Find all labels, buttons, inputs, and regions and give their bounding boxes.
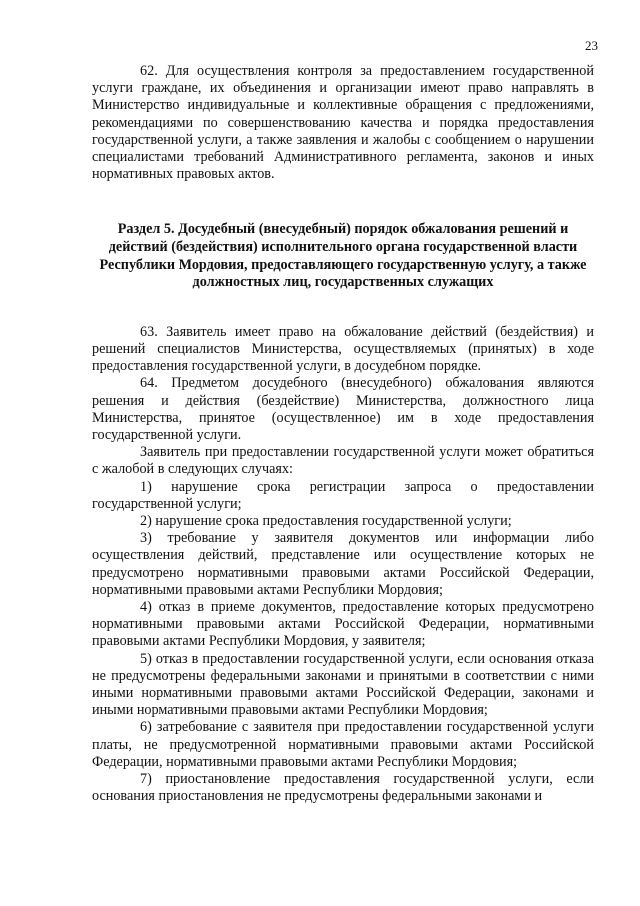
list-item-3: 3) требование у заявителя документов или информации либо осуществления действий, представление или осуществление которых не предусмотрено нормативными правовыми актами Российской Федерации, нормативными правовыми актами Республики Мордовия; xyxy=(92,530,594,598)
list-item-5: 5) отказ в предоставлении государственной услуги, если основания отказа не предусмотрены федеральными законами и принятыми в соответствии с ними иными нормативными правовыми актами Российской Федерации, законами и иными нормативными правовыми актами Республики Мордовия; xyxy=(92,650,594,719)
list-item-2: 2) нарушение срока предоставления государственной услуги; xyxy=(140,513,512,530)
list-item-4: 4) отказ в приеме документов, предоставление которых предусмотрено нормативными правовыми актами Российской Федерации, нормативными правовыми актами Республики Мордовия, у заявителя; xyxy=(92,599,594,650)
paragraph-64: 64. Предметом досудебного (внесудебного) обжалования являются решения и действия (бездействие) Министерства, должностного лица Министерства, принятое (осуществленное) им в ходе предоставления государственной услуги. xyxy=(92,375,594,444)
paragraph-complaint-intro: Заявитель при предоставлении государственной услуги может обратиться с жалобой в следующих случаях: xyxy=(92,444,594,478)
list-item-1: 1) нарушение срока регистрации запроса о предоставлении государственной услуги; xyxy=(92,478,594,512)
section-heading: Раздел 5. Досудебный (внесудебный) порядок обжалования решений и действий (бездействия) исполнительного органа государственной власти Республики Мордовия, предоставляющего государственную услугу, а также должностных лиц, государственных служащих xyxy=(99,221,587,291)
list-item-7: 7) приостановление предоставления государственной услуги, если основания приостановления не предусмотрены федеральными законами и xyxy=(92,771,594,805)
paragraph-63: 63. Заявитель имеет право на обжалование действий (бездействия) и решений специалистов Министерства, осуществляемых (принятых) в ходе предоставления государственной услуги, в досудебном порядке. xyxy=(92,323,594,375)
page-number: 23 xyxy=(585,38,598,53)
document-body xyxy=(92,63,594,805)
list-item-6: 6) затребование с заявителя при предоставлении государственной услуги платы, не предусмотренной нормативными правовыми актами Российской Федерации, нормативными правовыми актами Республики Мордовия; xyxy=(92,719,594,770)
paragraph-62: 62. Для осуществления контроля за предоставлением государственной услуги граждане, их объединения и организации имеют право направлять в Министерство индивидуальные и коллективные обращения с предложениями, рекомендациями по совершенствованию качества и порядка предоставления государственной услуги, а также заявления и жалобы с сообщением о нарушении специалистами требований Административного регламента, законов и иных нормативных правовых актов. xyxy=(92,63,594,183)
